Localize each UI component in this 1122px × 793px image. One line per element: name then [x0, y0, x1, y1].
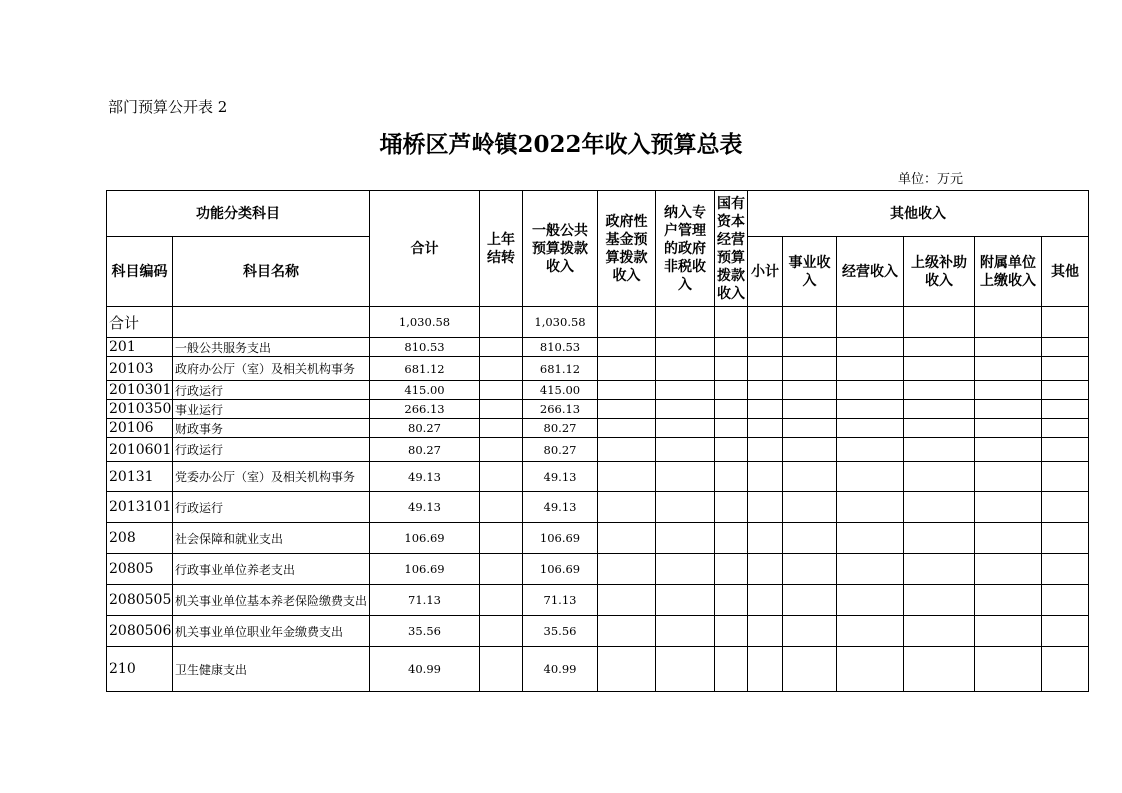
- header-gov-fund: 政府性 基金预 算拨款 收入: [598, 191, 656, 307]
- row-name: 机关事业单位职业年金缴费支出: [173, 616, 370, 647]
- row-total: 80.27: [370, 419, 480, 438]
- row-name: 财政事务: [173, 419, 370, 438]
- header-general-budget: 一般公共 预算拨款 收入: [523, 191, 598, 307]
- table-row: [107, 357, 1089, 381]
- row-name: 社会保障和就业支出: [173, 523, 370, 554]
- row-general: 1,030.58: [523, 307, 598, 338]
- row-name: 一般公共服务支出: [173, 338, 370, 357]
- table-row: [107, 462, 1089, 492]
- row-name: 行政运行: [173, 381, 370, 400]
- table-row: [107, 307, 1089, 338]
- row-total: 71.13: [370, 585, 480, 616]
- table-row: [107, 400, 1089, 419]
- header-other: 其他: [1042, 237, 1089, 307]
- row-name: 行政运行: [173, 438, 370, 462]
- header-state-capital: 国有 资本 经营 预算 拨款 收入: [715, 191, 748, 307]
- header-name: 科目名称: [173, 237, 370, 307]
- row-name: 事业运行: [173, 400, 370, 419]
- table-row: [107, 647, 1089, 692]
- row-code: 20131: [107, 462, 173, 492]
- unit-label: 单位：万元: [898, 172, 964, 187]
- header-operating: 经营收入: [837, 237, 904, 307]
- row-total: 106.69: [370, 523, 480, 554]
- row-total: 80.27: [370, 438, 480, 462]
- row-code: 20805: [107, 554, 173, 585]
- row-total: 40.99: [370, 647, 480, 692]
- row-code: 2010601: [107, 438, 173, 462]
- budget-table: [106, 190, 1089, 692]
- page-title: 埇桥区芦岭镇2022年收入预算总表: [379, 131, 743, 158]
- page-label: 部门预算公开表 2: [108, 98, 228, 116]
- row-code: 2010301: [107, 381, 173, 400]
- table-row: [107, 585, 1089, 616]
- row-general: 49.13: [523, 462, 598, 492]
- row-general: 35.56: [523, 616, 598, 647]
- row-general: 80.27: [523, 438, 598, 462]
- row-total: 106.69: [370, 554, 480, 585]
- row-code: 208: [107, 523, 173, 554]
- row-name: 机关事业单位基本养老保险缴费支出: [173, 585, 370, 616]
- row-general: 106.69: [523, 554, 598, 585]
- table-row: [107, 438, 1089, 462]
- header-category-group: 功能分类科目: [107, 191, 370, 237]
- header-code: 科目编码: [107, 237, 173, 307]
- row-code: 2080505: [107, 585, 173, 616]
- table-header: [107, 191, 1089, 307]
- table-row: [107, 419, 1089, 438]
- header-subtotal: 小计: [748, 237, 783, 307]
- row-code: 20106: [107, 419, 173, 438]
- row-code: 2080506: [107, 616, 173, 647]
- header-total: 合计: [370, 191, 480, 307]
- row-general: 71.13: [523, 585, 598, 616]
- row-code: 20103: [107, 357, 173, 381]
- row-total: 1,030.58: [370, 307, 480, 338]
- table-row: [107, 523, 1089, 554]
- row-total: 266.13: [370, 400, 480, 419]
- row-code: 2010350: [107, 400, 173, 419]
- row-name: 行政事业单位养老支出: [173, 554, 370, 585]
- table-row: [107, 381, 1089, 400]
- row-general: 49.13: [523, 492, 598, 523]
- table-row: [107, 492, 1089, 523]
- header-carryover: 上年 结转: [480, 191, 523, 307]
- table-body: [107, 307, 1089, 692]
- header-nontax: 纳入专 户管理 的政府 非税收 入: [656, 191, 715, 307]
- row-name: 党委办公厅（室）及相关机构事务: [173, 462, 370, 492]
- row-general: 80.27: [523, 419, 598, 438]
- row-general: 40.99: [523, 647, 598, 692]
- row-general: 106.69: [523, 523, 598, 554]
- row-name: 行政运行: [173, 492, 370, 523]
- table-row: [107, 554, 1089, 585]
- row-code: 合计: [107, 307, 173, 338]
- row-code: 201: [107, 338, 173, 357]
- row-general: 266.13: [523, 400, 598, 419]
- header-other-group: 其他收入: [748, 191, 1089, 237]
- header-superior-subsidy: 上级补助 收入: [904, 237, 975, 307]
- row-total: 49.13: [370, 462, 480, 492]
- row-general: 415.00: [523, 381, 598, 400]
- row-name: 政府办公厅（室）及相关机构事务: [173, 357, 370, 381]
- table-row: [107, 616, 1089, 647]
- table-row: [107, 338, 1089, 357]
- row-total: 49.13: [370, 492, 480, 523]
- row-total: 810.53: [370, 338, 480, 357]
- header-affiliated: 附属单位 上缴收入: [975, 237, 1042, 307]
- row-general: 681.12: [523, 357, 598, 381]
- header-business: 事业收 入: [783, 237, 837, 307]
- row-total: 35.56: [370, 616, 480, 647]
- row-total: 415.00: [370, 381, 480, 400]
- row-code: 2013101: [107, 492, 173, 523]
- row-total: 681.12: [370, 357, 480, 381]
- row-code: 210: [107, 647, 173, 692]
- row-general: 810.53: [523, 338, 598, 357]
- row-name: 卫生健康支出: [173, 647, 370, 692]
- row-name: [173, 307, 370, 338]
